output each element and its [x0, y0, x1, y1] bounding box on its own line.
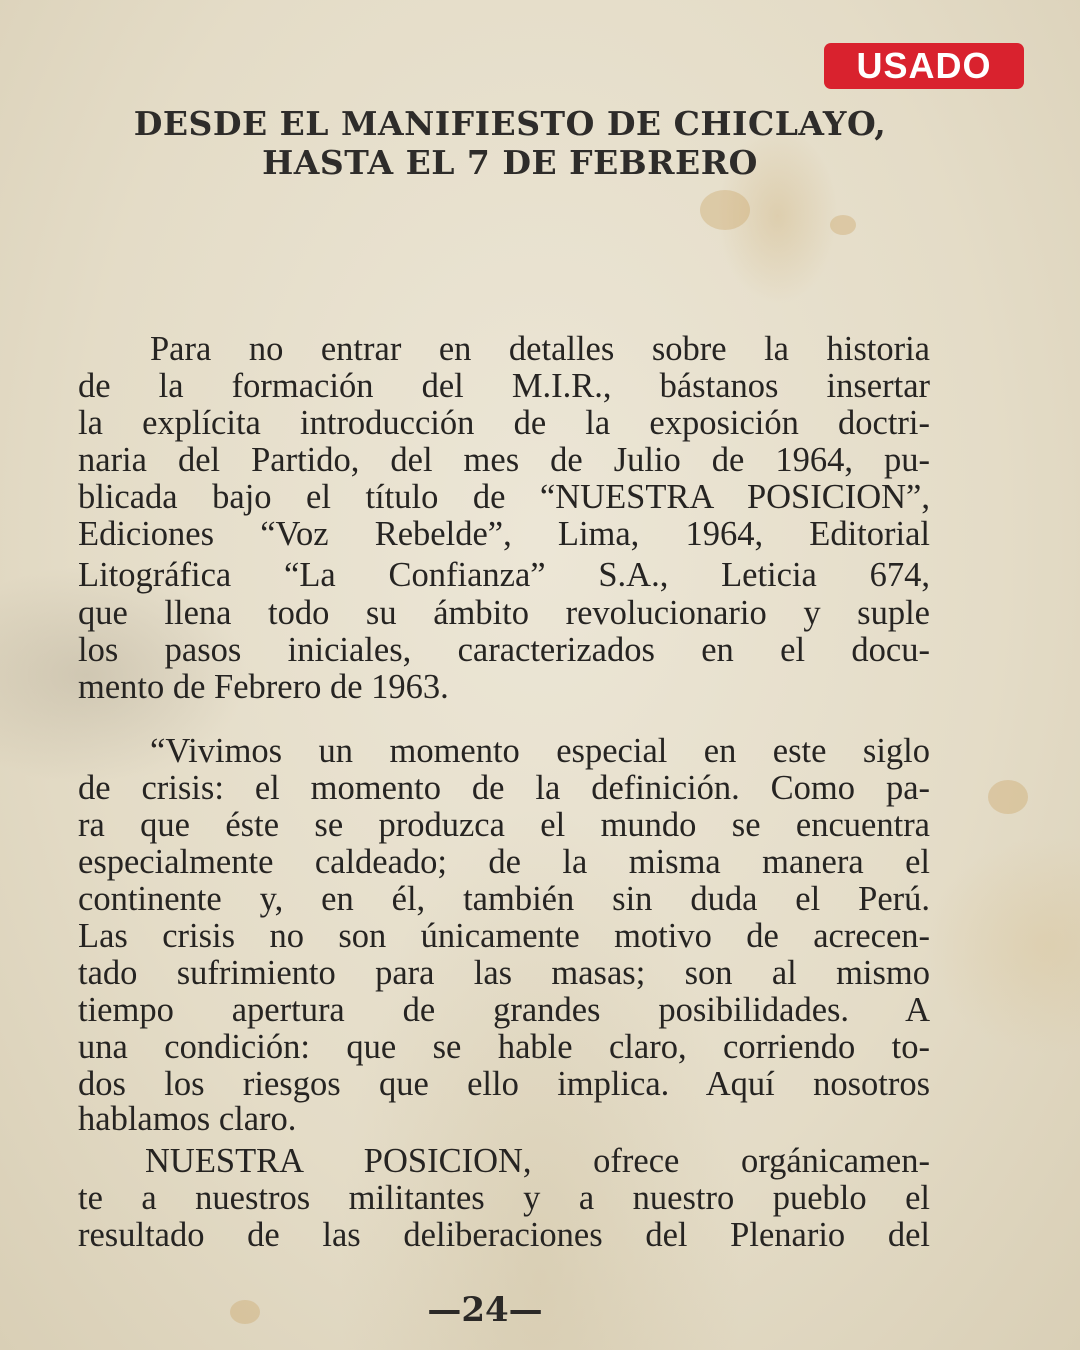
text-line: te a nuestros militantes y a nuestro pueblo el [78, 1179, 930, 1217]
text-line: de crisis: el momento de la definición. Como pa- [78, 769, 930, 807]
stain [700, 190, 750, 230]
text-line: especialmente caldeado; de la misma manera el [78, 843, 930, 881]
stain [988, 780, 1028, 814]
text-line: ra que éste se produzca el mundo se encuentra [78, 806, 930, 844]
text-line: tado sufrimiento para las masas; son al mismo [78, 954, 930, 992]
text-line: tiempo apertura de grandes posibilidades. A [78, 991, 930, 1029]
text-line: Litográfica “La Confianza” S.A., Leticia 674, [78, 556, 930, 594]
text-line: “Vivimos un momento especial en este siglo [150, 732, 930, 770]
text-line: una condición: que se hable claro, corriendo to- [78, 1028, 930, 1066]
text-line: la explícita introducción de la exposición doctri- [78, 404, 930, 442]
text-line: de la formación del M.I.R., bástanos insertar [78, 367, 930, 405]
text-line: Ediciones “Voz Rebelde”, Lima, 1964, Editorial [78, 515, 930, 553]
text-line: Para no entrar en detalles sobre la historia [150, 330, 930, 368]
page-number: —24— [427, 1290, 543, 1330]
stain [830, 215, 856, 235]
text-line: resultado de las deliberaciones del Plenario del [78, 1216, 930, 1254]
text-line: NUESTRA POSICION, ofrece orgánicamen- [145, 1142, 930, 1180]
text-line: hablamos claro. [78, 1100, 297, 1138]
text-line: dos los riesgos que ello implica. Aquí nosotros [78, 1065, 930, 1103]
text-line: naria del Partido, del mes de Julio de 1964, pu- [78, 441, 930, 479]
text-line: que llena todo su ámbito revolucionario y suple [78, 594, 930, 632]
text-line: los pasos iniciales, caracterizados en el docu- [78, 631, 930, 669]
text-line: mento de Febrero de 1963. [78, 668, 449, 706]
used-badge: USADO [824, 43, 1024, 89]
text-line: blicada bajo el título de “NUESTRA POSICION”, [78, 478, 930, 516]
chapter-title-line-1: DESDE EL MANIFIESTO DE CHICLAYO, [133, 104, 887, 143]
chapter-title-line-2: HASTA EL 7 DE FEBRERO [262, 143, 758, 182]
text-line: Las crisis no son únicamente motivo de acrecen- [78, 917, 930, 955]
text-line: continente y, en él, también sin duda el Perú. [78, 880, 930, 918]
